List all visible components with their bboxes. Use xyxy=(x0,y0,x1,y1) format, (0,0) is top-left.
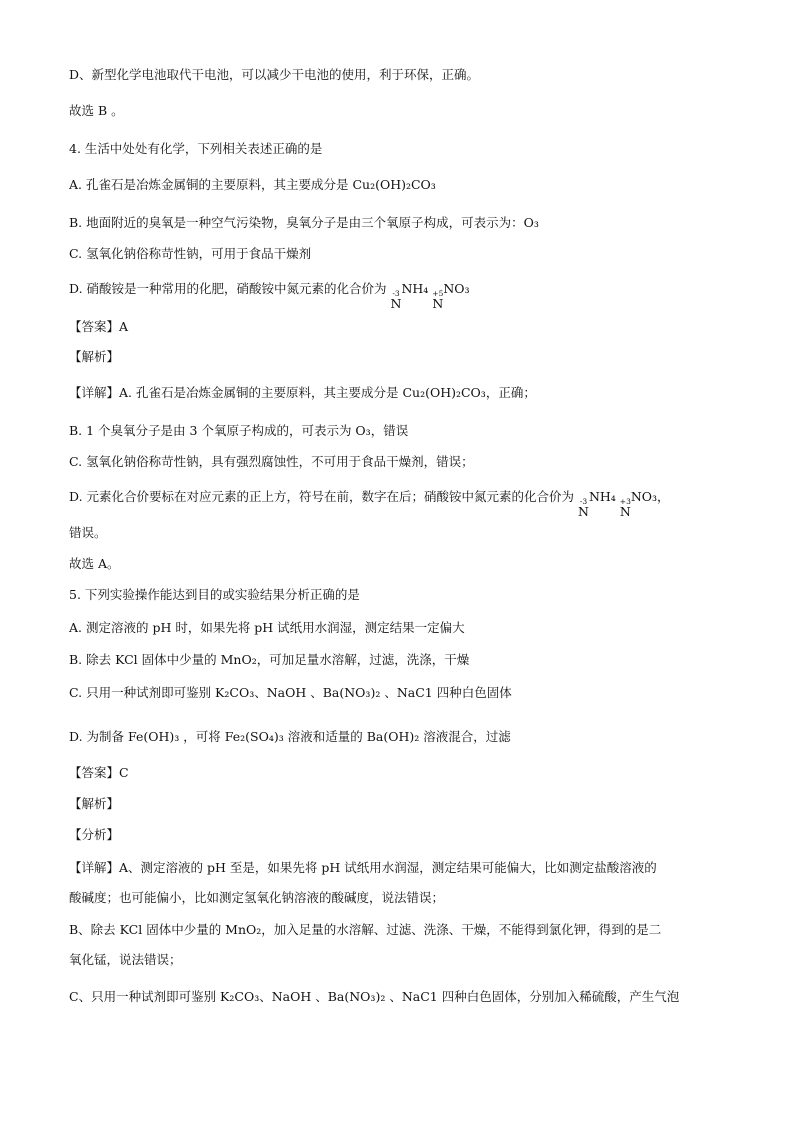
oxidation-state-n: +5 N xyxy=(432,289,444,311)
oxidation-state-n: -3 N xyxy=(578,497,589,519)
question-5-option-d xyxy=(69,728,511,746)
text: ，正确； xyxy=(485,385,536,400)
analysis-label: 【解析】 xyxy=(69,796,120,811)
question-5-option-c xyxy=(69,684,512,702)
question-5-stem: 5. 下列实验操作能达到目的或实验结果分析正确的是 xyxy=(69,587,360,602)
text: ， xyxy=(657,489,670,504)
text: D. 为制备 xyxy=(69,729,128,744)
question-5-option-a: A. 测定溶液的 pH 时，如果先将 pH 试纸用水润湿，测定结果一定偏大 xyxy=(69,620,465,635)
formula-nh4: NH₄ xyxy=(588,489,616,504)
formula-no3: NO₃ xyxy=(630,489,658,504)
question-4-option-a xyxy=(69,176,436,194)
text: D. 硝酸铵是一种常用的化肥，硝酸铵中氮元素的化合价为 xyxy=(69,281,391,296)
explanation-d xyxy=(69,488,670,519)
formula-barium-hydroxide: Ba(OH)₂ xyxy=(366,729,420,744)
text: D. 元素化合价要标在对应元素的正上方，符号在前，数字在后；硝酸铵中氮元素的化合价为 xyxy=(69,489,578,504)
explanation-a xyxy=(69,384,536,402)
text: 溶液和适量的 xyxy=(283,729,367,744)
explanation-b: B. 1 个臭氧分子是由 3 个氧原子构成的，可表示为 O₃，错误 xyxy=(69,423,409,438)
explanation-b: B、除去 KCl 固体中少量的 MnO₂，加入足量的水溶解、过滤、洗涤、干燥，不能得到氯化钾，得到的是二 xyxy=(69,922,662,937)
text: 、NaC1 四种白色固体，分别加入稀硫酸，产生气泡 xyxy=(385,989,680,1004)
text: ，可将 xyxy=(179,729,225,744)
text-line: 故选 A。 xyxy=(69,556,120,571)
question-4-stem: 4. 生活中处处有化学，下列相关表述正确的是 xyxy=(69,141,323,156)
text: 溶液混合，过滤 xyxy=(419,729,511,744)
answer-label: 【答案】A xyxy=(69,319,129,334)
text-line: 氧化锰，说法错误； xyxy=(69,952,182,967)
text: 、NaC1 四种白色固体 xyxy=(380,685,512,700)
oxidation-state-n: +3 N xyxy=(619,497,631,519)
question-4-option-c: C. 氢氧化钠俗称苛性钠，可用于食品干燥剂 xyxy=(69,246,312,261)
analysis-subheading: 【分析】 xyxy=(69,827,120,842)
text: 【详解】A. 孔雀石是冶炼金属铜的主要原料，其主要成分是 xyxy=(69,385,403,400)
text: A. 孔雀石是冶炼金属铜的主要原料，其主要成分是 xyxy=(69,177,353,192)
formula-barium-nitrate: Ba(NO₃)₂ xyxy=(322,685,381,700)
text: C、只用一种试剂即可鉴别 K₂CO₃、NaOH 、 xyxy=(69,989,328,1004)
formula-no3: NO₃ xyxy=(443,281,470,296)
formula-barium-nitrate: Ba(NO₃)₂ xyxy=(327,989,386,1004)
explanation-a: 【详解】A、测定溶液的 pH 至是，如果先将 pH 试纸用水润湿，测定结果可能偏大，比如测定盐酸溶液的 xyxy=(69,860,657,875)
formula-iron-hydroxide: Fe(OH)₃ xyxy=(128,729,180,744)
question-4-option-d xyxy=(69,280,470,311)
explanation-c: C. 氢氧化钠俗称苛性钠，具有强烈腐蚀性，不可用于食品干燥剂，错误； xyxy=(69,454,474,469)
text-line: 故选 B 。 xyxy=(69,103,124,118)
question-4-option-b: B. 地面附近的臭氧是一种空气污染物，臭氧分子是由三个氧原子构成，可表示为：O₃ xyxy=(69,215,539,230)
question-5-option-b: B. 除去 KCl 固体中少量的 MnO₂，可加足量水溶解，过滤，洗涤，干燥 xyxy=(69,652,470,667)
explanation-c xyxy=(69,988,679,1006)
text-line: 错误。 xyxy=(69,525,107,540)
text-line: 酸碱度；也可能偏小，比如测定氢氧化钠溶液的酸碱度，说法错误； xyxy=(69,890,445,905)
text: C. 只用一种试剂即可鉴别 K₂CO₃、NaOH 、 xyxy=(69,685,323,700)
answer-label: 【答案】C xyxy=(69,765,129,780)
oxidation-state-n: -3 N xyxy=(390,289,402,311)
formula-nh4: NH₄ xyxy=(401,281,429,296)
text-line: D、新型化学电池取代干电池，可以减少干电池的使用，利于环保，正确。 xyxy=(69,67,480,82)
formula-iron-sulfate: Fe₂(SO₄)₃ xyxy=(224,729,284,744)
formula-malachite: Cu₂(OH)₂CO₃ xyxy=(352,177,436,192)
formula-malachite: Cu₂(OH)₂CO₃ xyxy=(402,385,486,400)
analysis-label: 【解析】 xyxy=(69,349,120,364)
